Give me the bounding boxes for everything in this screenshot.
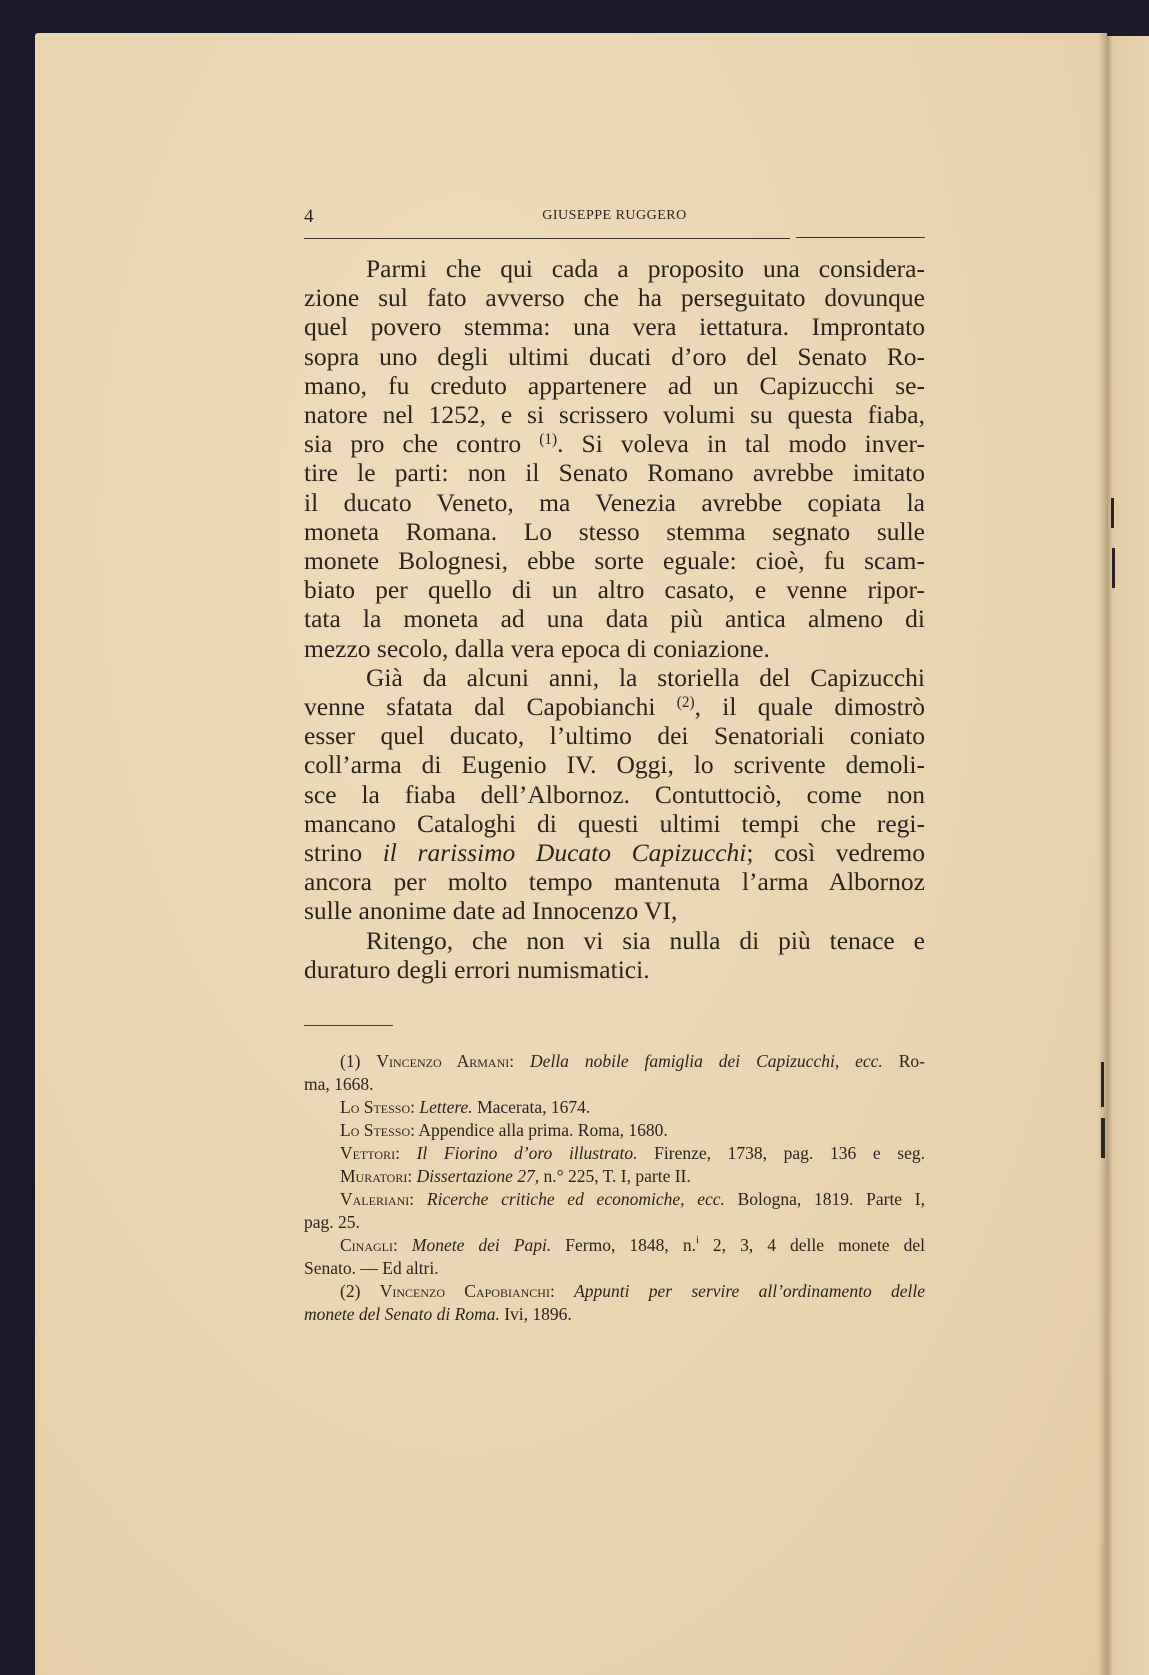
text-line xyxy=(304,400,925,429)
text-run: monete Bolognesi, ebbe sorte eguale: cioè, fu scam- xyxy=(304,546,925,575)
text-run: coll’arma di Eugenio IV. Oggi, lo scrivente demoli- xyxy=(304,750,925,780)
text-run: tire le parti: non il Senato Romano avrebbe imitato xyxy=(304,458,925,488)
ink-mark xyxy=(1101,1062,1104,1107)
text-run: Ivi, 1896. xyxy=(499,1304,572,1324)
footnote-ref: i xyxy=(695,1235,699,1246)
footnote-line xyxy=(304,1188,925,1210)
text-line xyxy=(304,254,925,283)
text-line xyxy=(304,926,925,955)
footnote-line xyxy=(304,1165,925,1187)
text-run: ; così vedremo xyxy=(746,838,925,867)
text-run: Bologna, 1819. Parte I, xyxy=(724,1189,925,1209)
text-line xyxy=(304,721,925,750)
text-run: : xyxy=(409,1189,427,1209)
text-run: Ritengo, che non vi sia nulla di più tenace e xyxy=(366,925,925,955)
text-run: : xyxy=(509,1051,531,1071)
text-run: quel povero stemma: una vera iettatura. Improntato xyxy=(304,312,925,342)
text-run: Vincenzo Capobianchi xyxy=(379,1281,550,1301)
text-line xyxy=(304,312,925,341)
text-run: Lo Stesso xyxy=(340,1120,411,1140)
text-run: Già da alcuni anni, la storiella del Capizucchi xyxy=(366,662,925,692)
running-head: GIUSEPPE RUGGERO xyxy=(542,208,687,223)
ink-mark xyxy=(1101,1118,1105,1158)
text-line xyxy=(304,604,925,633)
italic-text: Della nobile famiglia dei Capizucchi, ecc. xyxy=(530,1051,883,1071)
text-line xyxy=(304,546,925,575)
text-run: mezzo secolo, dalla vera epoca di coniazione. xyxy=(304,633,770,663)
footnote-line xyxy=(304,1142,925,1164)
text-run: pag. 25. xyxy=(304,1212,360,1232)
text-run: il ducato Veneto, ma Venezia avrebbe copiata la xyxy=(304,487,925,517)
text-run: ancora per molto tempo mantenuta l’arma Albornoz xyxy=(304,867,925,897)
header-rule xyxy=(304,238,790,239)
text-run: sulle anonime date ad Innocenzo VI, xyxy=(304,896,678,926)
italic-text: Lettere. xyxy=(419,1097,473,1117)
text-line xyxy=(304,809,925,838)
text-run: strino xyxy=(304,838,383,867)
adjacent-page-edge xyxy=(1107,36,1149,1675)
text-line xyxy=(304,955,925,984)
ink-mark xyxy=(1112,548,1115,588)
text-run: : xyxy=(395,1143,417,1163)
text-line xyxy=(304,371,925,400)
footnote-line xyxy=(304,1119,925,1141)
text-run: : xyxy=(393,1235,412,1255)
text-run: : xyxy=(410,1097,420,1117)
text-run: , il quale dimostrò xyxy=(694,692,925,721)
italic-text: monete del Senato di Roma. xyxy=(304,1304,500,1324)
text-run: (2) xyxy=(340,1281,380,1301)
text-run: Senato. — Ed altri. xyxy=(304,1258,439,1278)
text-run: . Si voleva in tal modo inver- xyxy=(557,429,925,459)
italic-text: il rarissimo Ducato Capizucchi xyxy=(382,838,747,867)
text-run: natore nel 1252, e si scrissero volumi su questa fiaba, xyxy=(304,400,925,429)
text-line xyxy=(304,663,925,692)
text-run: Lo Stesso xyxy=(340,1097,411,1117)
text-run: Vettori xyxy=(340,1143,396,1163)
text-line xyxy=(304,517,925,546)
page-number: 4 xyxy=(304,206,314,227)
footnote-ref: (1) xyxy=(539,431,558,449)
footnote-line xyxy=(304,1050,925,1072)
footnote-line xyxy=(304,1257,925,1279)
text-run: sce la fiaba dell’Albornoz. Contuttociò, come non xyxy=(304,779,925,809)
text-run: : xyxy=(549,1281,575,1301)
text-line xyxy=(304,429,925,458)
text-run: Ro- xyxy=(882,1051,925,1071)
footnote-ref: (2) xyxy=(676,694,695,711)
text-run: Muratori xyxy=(340,1166,408,1186)
text-line xyxy=(304,283,925,312)
footnote-line xyxy=(304,1096,925,1118)
text-run: moneta Romana. Lo stesso stemma segnato sulle xyxy=(304,516,925,546)
text-run: mancano Cataloghi di questi ultimi tempi che regi- xyxy=(304,808,925,838)
text-line xyxy=(304,867,925,896)
text-run: tata la moneta ad una data più antica almeno di xyxy=(304,604,925,634)
footnote-line xyxy=(304,1303,925,1325)
text-run: : Appendice alla prima. Roma, 1680. xyxy=(410,1120,668,1140)
footnote-line xyxy=(304,1073,925,1095)
header-rule xyxy=(796,237,925,238)
text-run: Cinagli xyxy=(340,1235,393,1255)
text-run: Firenze, 1738, pag. 136 e seg. xyxy=(637,1143,925,1163)
italic-text: Dissertazione 27, xyxy=(416,1166,540,1186)
text-run: zione sul fato avverso che ha perseguitato dovunque xyxy=(304,283,925,313)
text-run: biato per quello di un altro casato, e venne ripor- xyxy=(304,575,925,605)
text-run: sopra uno degli ultimi ducati d’oro del Senato Ro- xyxy=(304,341,925,371)
text-line xyxy=(304,342,925,371)
text-line xyxy=(304,458,925,487)
footnote-line xyxy=(304,1280,925,1302)
text-run: : xyxy=(407,1166,417,1186)
text-line xyxy=(304,575,925,604)
text-run: duraturo degli errori numismatici. xyxy=(304,954,650,984)
italic-text: Ricerche critiche ed economiche, ecc. xyxy=(426,1189,725,1209)
text-run: (1) xyxy=(340,1051,377,1071)
text-run: Macerata, 1674. xyxy=(472,1097,591,1117)
text-line xyxy=(304,780,925,809)
text-run: mano, fu creduto appartenere ad un Capizucchi se- xyxy=(304,370,925,400)
text-run: Fermo, 1848, n. xyxy=(551,1235,696,1255)
text-line xyxy=(304,750,925,779)
text-line xyxy=(304,838,925,867)
text-run: Vincenzo Armani xyxy=(376,1051,510,1071)
text-run: Valeriani xyxy=(340,1189,410,1209)
text-run: ma, 1668. xyxy=(304,1074,374,1094)
italic-text: Appunti per servire all’ordinamento delle xyxy=(574,1281,925,1301)
text-line xyxy=(304,692,925,721)
text-run: Parmi che qui cada a proposito una considera- xyxy=(366,254,925,283)
footnote-line xyxy=(304,1211,925,1233)
footnote-separator xyxy=(304,1025,393,1026)
ink-mark xyxy=(1111,498,1114,528)
text-run: sia pro che contro xyxy=(304,429,540,459)
italic-text: Monete dei Papi. xyxy=(411,1235,552,1255)
text-run: n.° 225, T. I, parte II. xyxy=(539,1166,691,1186)
footnote-line xyxy=(304,1234,925,1256)
text-run: 2, 3, 4 delle monete del xyxy=(698,1235,925,1255)
text-run: esser quel ducato, l’ultimo dei Senatoriali coniato xyxy=(304,721,925,751)
text-line xyxy=(304,634,925,663)
text-line xyxy=(304,896,925,925)
italic-text: Il Fiorino d’oro illustrato. xyxy=(416,1143,638,1163)
text-run: venne sfatata dal Capobianchi xyxy=(304,692,677,721)
text-line xyxy=(304,488,925,517)
